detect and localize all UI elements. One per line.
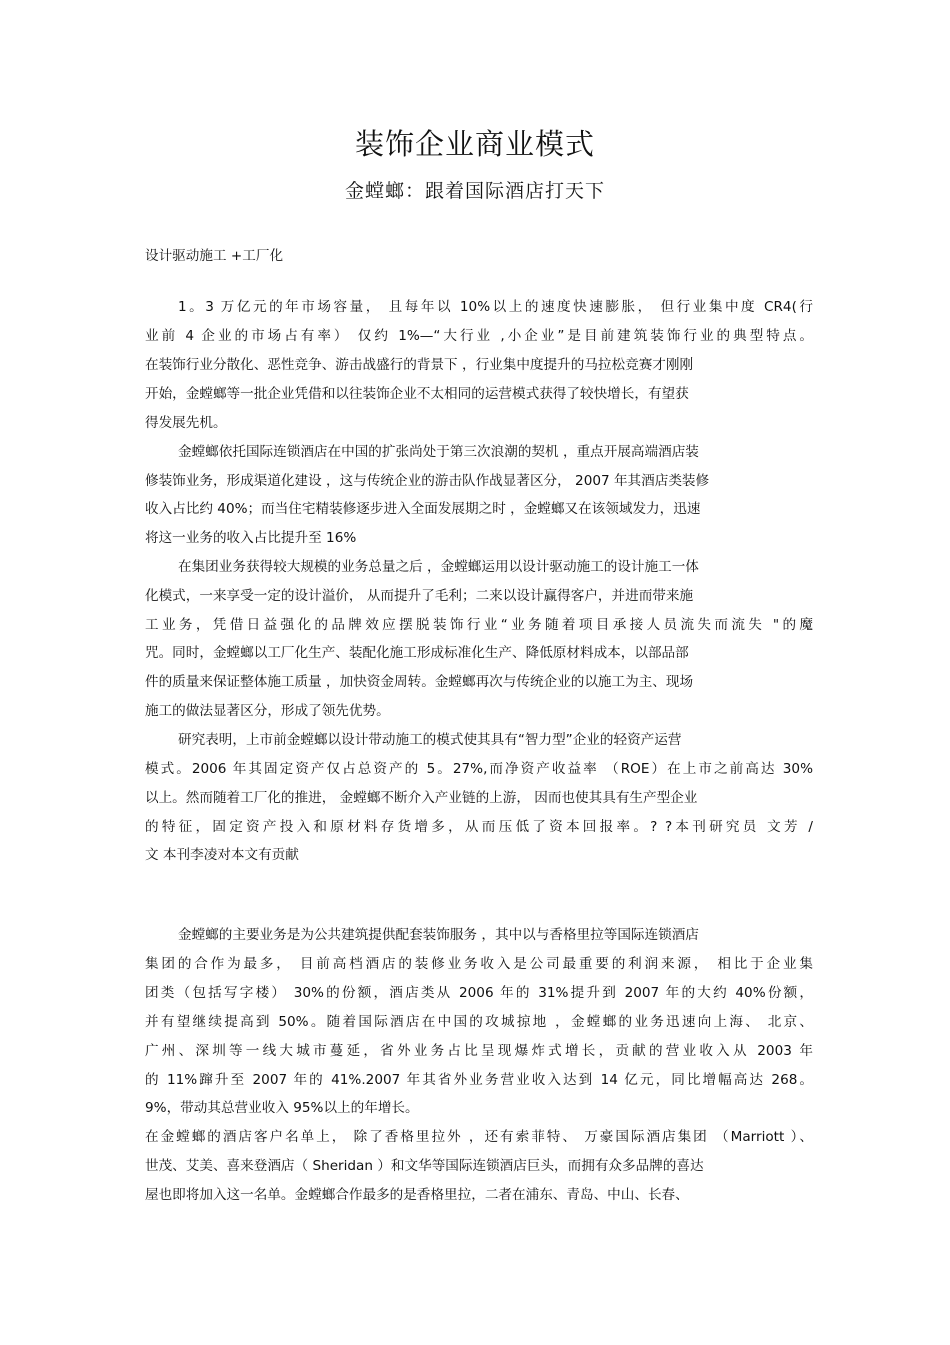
text-line: 收入占比约 40%；而当住宅精装修逐步进入全面发展期之时 ，金螳螂又在该领域发力，迅速 bbox=[145, 501, 701, 517]
text-line: 屋也即将加入这一名单。金螳螂合作最多的是香格里拉，二者在浦东、青岛、中山、长春、 bbox=[145, 1187, 689, 1203]
text-line: 集团的合作为最多， 目前高档酒店的装修业务收入是公司最重要的利润来源， 相比于企业集 bbox=[145, 956, 813, 972]
section-heading: 设计驱动施工 +工厂化 bbox=[145, 248, 284, 264]
text-line: 工业务，凭借日益强化的品牌效应摆脱装饰行业“业务随着项目承接人员流失而流失 "的魔 bbox=[145, 617, 813, 633]
text-line: 咒。同时，金螳螂以工厂化生产、装配化施工形成标准化生产、降低原材料成本，以部品部 bbox=[145, 645, 689, 661]
text-line: 化模式，一来享受一定的设计溢价， 从而提升了毛利；二来以设计赢得客户，并进而带来施 bbox=[145, 588, 694, 604]
text-line: 在金螳螂的酒店客户名单上， 除了香格里拉外 ，还有索菲特、 万豪国际酒店集团 （Marriott ）、 bbox=[145, 1129, 813, 1145]
text-line: 9%，带动其总营业收入 95%以上的年增长。 bbox=[145, 1100, 419, 1116]
text-line: 文 本刊李凌对本文有贡献 bbox=[145, 847, 299, 863]
text-line: 研究表明，上市前金螳螂以设计带动施工的模式使其具有“智力型”企业的轻资产运营 bbox=[178, 732, 682, 748]
text-line: 得发展先机。 bbox=[145, 415, 227, 431]
document-title: 装饰企业商业模式 bbox=[354, 127, 595, 161]
text-line: 的 11%蹿升至 2007 年的 41%.2007 年其省外业务营业收入达到 14 亿元，同比增幅高达 268。 bbox=[145, 1072, 813, 1088]
text-line: 广州、深圳等一线大城市蔓延，省外业务占比呈现爆炸式增长，贡献的营业收入从 2003 年 bbox=[145, 1043, 813, 1059]
text-line: 件的质量来保证整体施工质量 ，加快资金周转。金螳螂再次与传统企业的以施工为主、现场 bbox=[145, 674, 694, 690]
document-subtitle: 金螳螂：跟着国际酒店打天下 bbox=[344, 180, 605, 202]
text-line: 开始，金螳螂等一批企业凭借和以往装饰企业不太相同的运营模式获得了较快增长，有望获 bbox=[145, 386, 689, 402]
text-line: 模式。2006 年其固定资产仅占总资产的 5。27%,而净资产收益率 （ROE）在上市之前高达 30% bbox=[145, 761, 813, 777]
text-line: 团类（包括写字楼） 30%的份额，酒店类从 2006 年的 31%提升到 2007 年的大约 40%份额， bbox=[145, 985, 813, 1001]
text-line: 1。3 万亿元的年市场容量， 且每年以 10%以上的速度快速膨胀， 但行业集中度 CR4(行 bbox=[178, 299, 813, 315]
text-line: 将这一业务的收入占比提升至 16% bbox=[145, 530, 357, 546]
text-line: 的特征，固定资产投入和原材料存货增多，从而压低了资本回报率。? ?本刊研究员 文芳 / bbox=[145, 819, 813, 835]
text-line: 以上。然而随着工厂化的推进， 金螳螂不断介入产业链的上游， 因而也使其具有生产型企业 bbox=[145, 790, 698, 806]
text-line: 施工的做法显著区分，形成了领先优势。 bbox=[145, 703, 390, 719]
text-line: 金螳螂依托国际连锁酒店在中国的扩张尚处于第三次浪潮的契机 ，重点开展高端酒店装 bbox=[178, 444, 699, 460]
text-line: 业前 4 企业的市场占有率） 仅约 1%—“大行业 ,小企业”是目前建筑装饰行业的典型特点。 bbox=[145, 328, 813, 344]
text-line: 金螳螂的主要业务是为公共建筑提供配套装饰服务 ，其中以与香格里拉等国际连锁酒店 bbox=[178, 927, 699, 943]
text-line: 世茂、艾美、喜来登酒店（ Sheridan ）和文华等国际连锁酒店巨头，而拥有众多品牌的喜达 bbox=[145, 1158, 704, 1174]
text-line: 在集团业务获得较大规模的业务总量之后 ，金螳螂运用以设计驱动施工的设计施工一体 bbox=[178, 559, 699, 575]
text-line: 并有望继续提高到 50%。随着国际酒店在中国的攻城掠地 ，金螳螂的业务迅速向上海、 北京、 bbox=[145, 1014, 813, 1030]
text-line: 修装饰业务，形成渠道化建设 ，这与传统企业的游击队作战显著区分， 2007 年其酒店类装修 bbox=[145, 473, 710, 489]
text-line: 在装饰行业分散化、恶性竞争、游击战盛行的背景下 ，行业集中度提升的马拉松竞赛才刚刚 bbox=[145, 357, 694, 373]
